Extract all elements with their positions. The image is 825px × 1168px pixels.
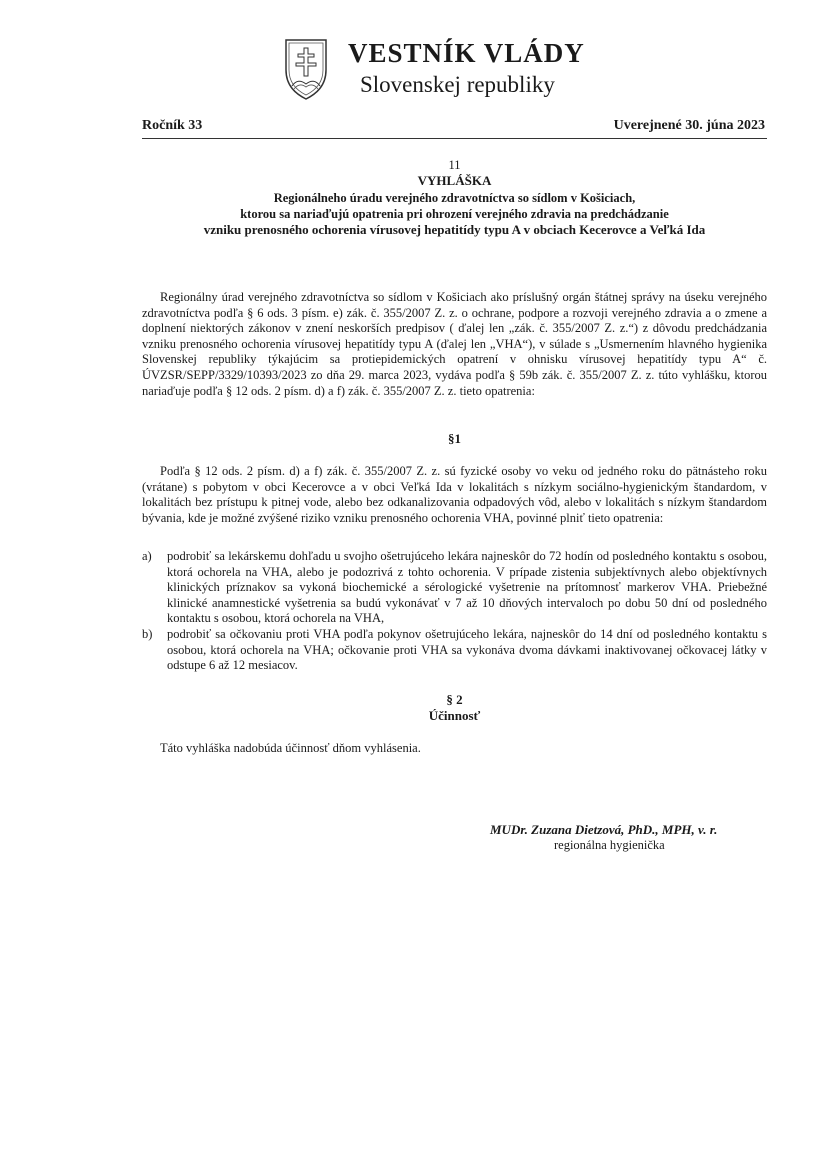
gazette-subtitle: Slovenskej republiky <box>360 72 555 97</box>
decree-title-line: vzniku prenosného ochorenia vírusovej hepatitídy typu A v obciach Kecerovce a Veľká Ida <box>203 222 706 237</box>
gazette-header <box>282 36 612 106</box>
decree-title <box>142 190 767 238</box>
gazette-title: VESTNÍK VLÁDY <box>348 38 585 68</box>
effect-paragraph: Táto vyhláška nadobúda účinnosť dňom vyhlásenia. <box>160 741 421 755</box>
volume-label: Ročník 33 <box>142 118 203 133</box>
decree-title-line: ktorou sa nariaďujú opatrenia pri ohrození verejného zdravia na predchádzanie <box>240 207 669 221</box>
list-item-text: podrobiť sa očkovaniu proti VHA podľa pokynov ošetrujúceho lekára, najneskôr do 14 dní od posledného kontaktu s osobou, ktorá ochorela na VHA; očkovanie proti VHA sa vykonáva dvoma dávkami inaktivovanej očkovacej látky v odstupe 6 až 12 mesiacov. <box>167 626 767 673</box>
publication-date: Uverejnené 30. júna 2023 <box>613 118 765 133</box>
measures-list <box>142 549 767 674</box>
decree-title-line: Regionálneho úradu verejného zdravotníctva so sídlom v Košiciach, <box>273 191 636 205</box>
section-1-paragraph: Podľa § 12 ods. 2 písm. d) a f) zák. č. 355/2007 Z. z. sú fyzické osoby vo veku od jedného roku do pätnásteho roku (vrátane) s pobytom v obci Kecerovce a v obci Veľká Ida v lokalitách s nízkym sociálno-hygienickým štandardom, v lokalitách bez prístupu k pitnej vode, alebo bez odkanalizovania odpadových vôd, alebo v lokalitách s nízkym štandardom bývania, kde je možné zvýšené riziko vzniku prenosného ochorenia VHA, povinné plniť tieto opatrenia: <box>142 464 767 525</box>
decree-type: VYHLÁŠKA <box>417 173 492 188</box>
section-1-heading: §1 <box>448 431 461 446</box>
signatory-role: regionálna hygienička <box>554 838 665 852</box>
signatory-name: MUDr. Zuzana Dietzová, PhD., MPH, v. r. <box>490 822 718 837</box>
list-marker: a) <box>142 549 152 563</box>
list-item <box>142 627 767 674</box>
decree-number: 11 <box>448 158 461 172</box>
intro-paragraph: Regionálny úrad verejného zdravotníctva so sídlom v Košiciach ako príslušný orgán štátnej správy na úseku verejného zdravotníctva podľa § 6 ods. 3 písm. e) zák. č. 355/2007 Z. z. o ochrane, podpore a rozvoji verejného zdravia a o zmene a doplnení niektorých zákonov v znení neskorších predpisov ( ďalej len „zák. č. 355/2007 Z. z.“) z dôvodu predchádzania vzniku prenosného ochorenia vírusovej hepatitídy typu A (ďalej len „VHA“), v súlade s „Usmernením hlavného hygienika Slovenskej republiky týkajúcim sa protiepidemických opatrení v ohnisku vírusovej hepatitídy typu A“ č. ÚVZSR/SEPP/3329/10393/2023 zo dňa 29. marca 2023, vydáva podľa § 59b zák. č. 355/2007 Z. z. túto vyhlášku, ktorou nariaďuje podľa § 12 ods. 2 písm. d) a f) zák. č. 355/2007 Z. z. tieto opatrenia: <box>142 290 767 398</box>
list-item <box>142 549 767 627</box>
section-2-title: Účinnosť <box>428 708 481 723</box>
slovak-coat-of-arms-icon <box>282 36 330 102</box>
list-marker: b) <box>142 626 153 641</box>
list-item-text: podrobiť sa lekárskemu dohľadu u svojho ošetrujúceho lekára najneskôr do 72 hodín od posledného kontaktu s osobou, ktorá ochorela na VHA, alebo je podozrivá z tohto ochorenia. V prípade zistenia subjektívnych alebo objektívnych klinických príznakov sa vykoná biochemické a sérologické vyšetrenie na prítomnosť markerov VHA. Priebežné klinické anamnestické vyšetrenia sa budú vykonávať v 7 až 10 dňových intervaloch po dobu 50 dní od posledného kontaktu s osobou, ktorá ochorela na VHA, <box>167 549 767 626</box>
header-divider <box>142 138 767 139</box>
section-2-heading: § 2 <box>446 692 463 707</box>
